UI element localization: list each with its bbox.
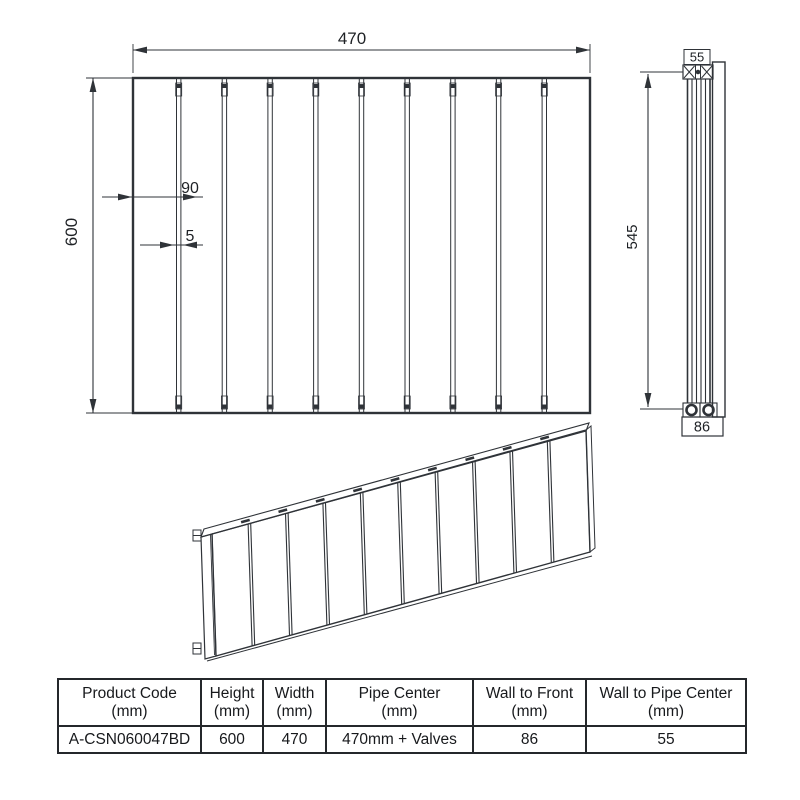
col-header-wall-to-pipe-center: Wall to Pipe Center (mm) (586, 679, 746, 726)
col-header-pipe-center: Pipe Center (mm) (326, 679, 473, 726)
spec-table-data-row (58, 726, 746, 753)
cell-pipe-center: 470mm + Valves (326, 726, 473, 753)
side-front-panel (713, 62, 726, 417)
spec-table (57, 678, 747, 754)
persp-bracket-tabs (193, 530, 201, 654)
persp-bottom-edge (207, 556, 592, 661)
side-top-bracket (683, 65, 713, 79)
front-height-dimension (86, 78, 133, 413)
front-height-dim-label: 600 (62, 217, 81, 247)
cell-height: 600 (201, 726, 263, 753)
spec-table-header-row (58, 679, 746, 726)
cell-product-code: A-CSN060047BD (58, 726, 201, 753)
front-width-dimension (133, 44, 590, 73)
persp-top-dashes (241, 437, 549, 523)
col-header-product-code: Product Code (mm) (58, 679, 201, 726)
perspective-view (193, 423, 595, 661)
cell-wall-to-pipe-center: 55 (586, 726, 746, 753)
col-header-height: Height (mm) (201, 679, 263, 726)
side-view (624, 50, 725, 437)
cell-wall-to-front: 86 (473, 726, 586, 753)
front-gap-dim-label: 5 (185, 228, 195, 245)
front-view (62, 29, 590, 413)
persp-panel-separators (248, 440, 554, 645)
persp-face (212, 430, 590, 656)
front-panel-separators (176, 79, 548, 412)
side-panel-lines (688, 79, 711, 403)
col-header-width: Width (mm) (263, 679, 326, 726)
col-header-wall-to-front: Wall to Front (mm) (473, 679, 586, 726)
valve-connection-icon (687, 405, 697, 415)
cell-width: 470 (263, 726, 326, 753)
front-pitch-dim-label: 90 (181, 180, 199, 197)
side-height-dim-label: 545 (624, 224, 641, 250)
side-height-dimension (640, 72, 683, 409)
side-wall-dim-label: 86 (693, 419, 711, 436)
side-depth-dim-label: 55 (689, 49, 705, 65)
front-width-dim-label: 470 (337, 29, 367, 48)
